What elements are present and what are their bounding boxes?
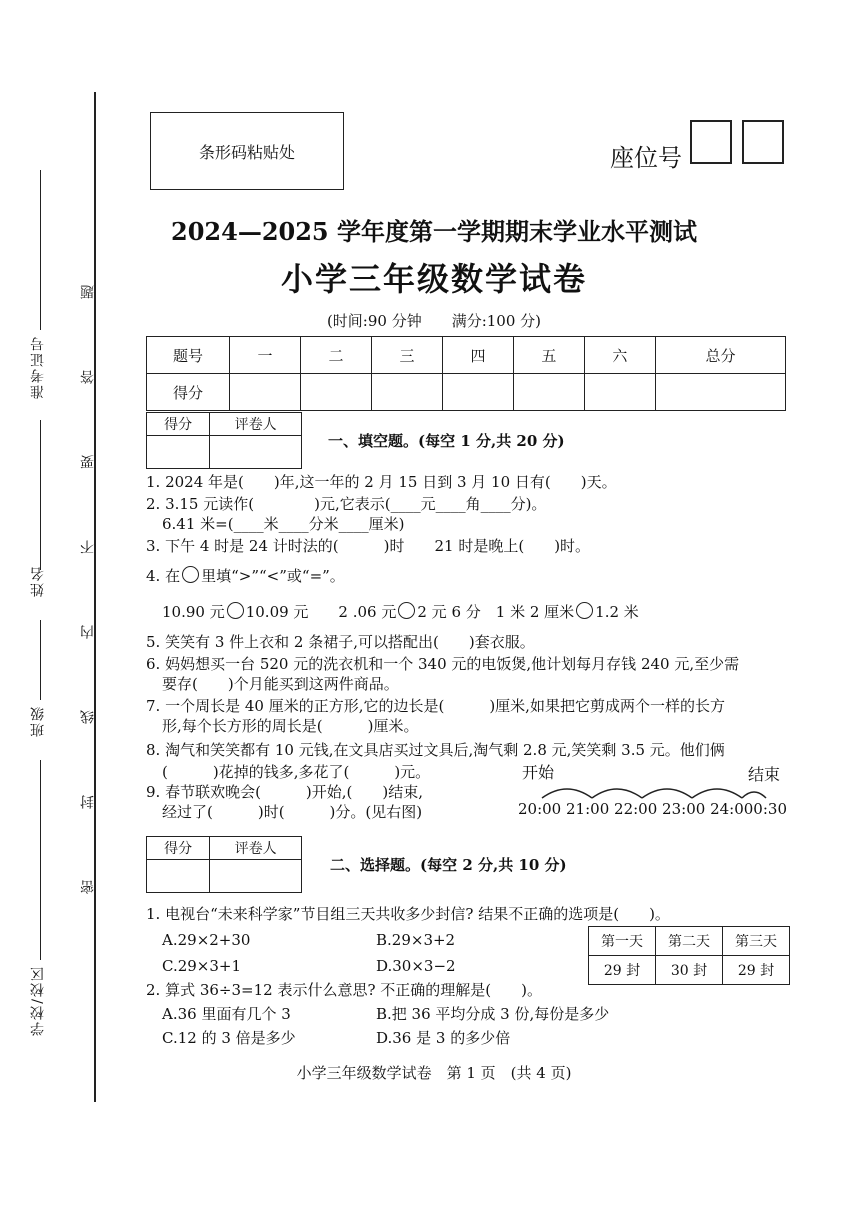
score-table-header-row <box>147 337 786 374</box>
score-cell[interactable] <box>300 374 371 411</box>
day-value: 29 封 <box>589 956 656 985</box>
page-footer: 小学三年级数学试卷 第 1 页 (共 4 页) <box>296 1064 572 1082</box>
question-3: 3. 下午 4 时是 24 计时法的( )时 21 时是晚上( )时。 <box>146 537 591 555</box>
seal-char: 内 <box>80 625 96 639</box>
seal-char: 线 <box>80 710 96 724</box>
score-header-cell: 二 <box>300 337 371 374</box>
grader-name-label: 评卷人 <box>210 413 302 436</box>
day-value: 30 封 <box>656 956 723 985</box>
question-2: 2. 3.15 元读作( )元,它表示(____元____角____分)。 <box>146 495 547 513</box>
timeline-ticks <box>518 800 787 818</box>
class-label: 班级 <box>30 705 46 737</box>
choice-option-b[interactable]: B.29×3+2 <box>376 931 456 949</box>
choice-option-b[interactable]: B.把 36 平均分成 3 份,每份是多少 <box>376 1005 610 1023</box>
question-9: 9. 春节联欢晚会( )开始,( )结束, <box>146 783 424 801</box>
timeline-tick: 23:00 <box>662 800 706 818</box>
choice-option-d[interactable]: D.30×3−2 <box>376 957 456 975</box>
timeline-tick: 20:00 <box>518 800 562 818</box>
day-value: 29 封 <box>723 956 790 985</box>
seat-box[interactable] <box>690 120 732 164</box>
score-header-cell: 四 <box>442 337 513 374</box>
score-table <box>146 336 786 411</box>
score-cell[interactable] <box>371 374 442 411</box>
day-header: 第三天 <box>723 927 790 956</box>
score-row-label: 得分 <box>147 374 230 411</box>
seal-char: 封 <box>80 795 96 809</box>
grader-name-cell[interactable] <box>210 860 302 893</box>
seal-char: 密 <box>80 880 96 894</box>
score-header-cell: 一 <box>230 337 301 374</box>
grader-box-1 <box>146 412 302 469</box>
choice-question-2: 2. 算式 36÷3=12 表示什么意思? 不正确的理解是( )。 <box>146 981 542 999</box>
section2-title: 二、选择题。(每空 2 分,共 10 分) <box>330 856 567 874</box>
choice-option-d[interactable]: D.36 是 3 的多少倍 <box>376 1029 511 1047</box>
seal-char: 题 <box>80 285 96 299</box>
question-7b: 形,每个长方形的周长是( )厘米。 <box>162 717 419 735</box>
question-8: 8. 淘气和笑笑都有 10 元钱,在文具店买过文具后,淘气剩 2.8 元,笑笑剩 3.5 元。他们俩 <box>146 741 725 759</box>
score-cell[interactable] <box>513 374 584 411</box>
score-header-cell: 总分 <box>655 337 785 374</box>
barcode-label: 条形码粘贴处 <box>198 142 295 162</box>
q4-item: 1.2 米 <box>595 603 639 621</box>
q4-prefix: 4. 在 <box>146 567 181 585</box>
timeline-arcs <box>522 778 772 802</box>
compare-circle-icon[interactable] <box>398 602 415 619</box>
question-7: 7. 一个周长是 40 厘米的正方形,它的边长是( )厘米,如果把它剪成两个一样的长方 <box>146 697 725 715</box>
school-line <box>40 760 41 960</box>
grader-score-cell[interactable] <box>147 860 210 893</box>
question-8b: ( )花掉的钱多,多花了( )元。 <box>162 763 431 781</box>
score-cell[interactable] <box>584 374 655 411</box>
exam-number-line <box>40 170 41 330</box>
grader-score-cell[interactable] <box>147 436 210 469</box>
compare-circle-icon[interactable] <box>576 602 593 619</box>
score-cell[interactable] <box>442 374 513 411</box>
question-5: 5. 笑笑有 3 件上衣和 2 条裙子,可以搭配出( )套衣服。 <box>146 633 535 651</box>
timeline-tick: 0:30 <box>753 800 787 818</box>
question-6: 6. 妈妈想买一台 520 元的洗衣机和一个 340 元的电饭煲,他计划每月存钱 240 元,至少需 <box>146 655 740 673</box>
letters-table <box>588 926 790 985</box>
choice-question-1: 1. 电视台“未来科学家”节目组三天共收多少封信? 结果不正确的选项是( )。 <box>146 905 670 923</box>
exam-info: (时间:90 分钟 满分:100 分) <box>326 312 542 330</box>
choice-option-a[interactable]: A.29×2+30 <box>162 931 251 949</box>
grader-name-label: 评卷人 <box>210 837 302 860</box>
score-header-cell: 六 <box>584 337 655 374</box>
class-line-top <box>40 620 41 700</box>
score-table-score-row <box>147 374 786 411</box>
day-header: 第一天 <box>589 927 656 956</box>
seat-label: 座位号 <box>610 144 682 172</box>
name-line <box>40 420 41 570</box>
q4-item: 10.09 元 2 .06 元 <box>245 603 397 621</box>
choice-option-c[interactable]: C.12 的 3 倍是多少 <box>162 1029 296 1047</box>
grader-box-2 <box>146 836 302 893</box>
timeline-end-label: 结束 <box>748 765 781 784</box>
q4-item: 10.90 元 <box>162 603 225 621</box>
question-6b: 要存( )个月能买到这两件商品。 <box>162 675 399 693</box>
choice-option-c[interactable]: C.29×3+1 <box>162 957 242 975</box>
score-cell[interactable] <box>230 374 301 411</box>
timeline-start-label: 开始 <box>522 763 555 782</box>
question-2b: 6.41 米=(____米____分米____厘米) <box>162 515 405 533</box>
name-label: 姓名 <box>30 565 46 597</box>
day-header: 第二天 <box>656 927 723 956</box>
score-header-cell: 三 <box>371 337 442 374</box>
score-header-cell: 题号 <box>147 337 230 374</box>
school-label: 学校/校区 <box>30 965 46 1036</box>
question-1: 1. 2024 年是( )年,这一年的 2 月 15 日到 3 月 10 日有( )天。 <box>146 473 617 491</box>
compare-circle-icon <box>182 566 199 583</box>
seal-char: 答 <box>80 370 96 384</box>
score-header-cell: 五 <box>513 337 584 374</box>
grader-score-label: 得分 <box>147 413 210 436</box>
section1-title: 一、填空题。(每空 1 分,共 20 分) <box>328 432 565 450</box>
q4-item: 2 元 6 分 1 米 2 厘米 <box>417 603 575 621</box>
exam-subtitle: 小学三年级数学试卷 <box>280 260 587 298</box>
timeline-tick: 22:00 <box>614 800 658 818</box>
question-4 <box>146 566 345 586</box>
barcode-area <box>150 112 344 190</box>
seal-char: 不 <box>80 540 96 554</box>
question-9b: 经过了( )时( )分。(见右图) <box>162 803 423 821</box>
exam-number-label: 准考证号 <box>30 335 46 399</box>
score-cell[interactable] <box>655 374 785 411</box>
compare-circle-icon[interactable] <box>227 602 244 619</box>
grader-score-label: 得分 <box>147 837 210 860</box>
seat-box[interactable] <box>742 120 784 164</box>
question-4-items <box>162 602 639 622</box>
choice-option-a[interactable]: A.36 里面有几个 3 <box>162 1005 291 1023</box>
grader-name-cell[interactable] <box>210 436 302 469</box>
seal-char: 要 <box>80 455 96 469</box>
timeline-tick: 24:00 <box>710 800 754 818</box>
timeline-tick: 21:00 <box>566 800 610 818</box>
q4-suffix: 里填“>”“<”或“=”。 <box>201 567 345 585</box>
exam-title: 2024—2025 学年度第一学期期末学业水平测试 <box>171 217 697 246</box>
